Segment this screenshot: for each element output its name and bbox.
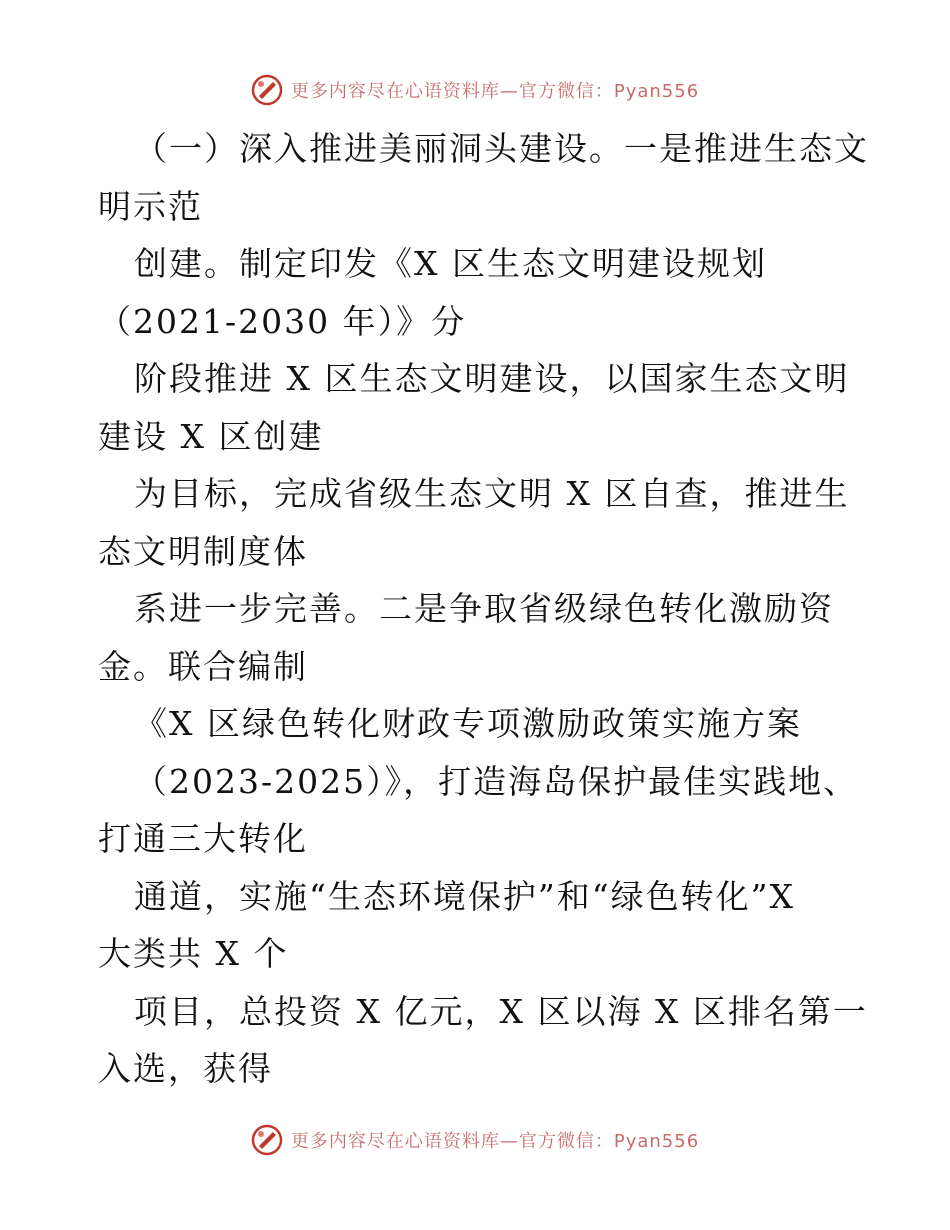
text-line: 通道，实施“生态环境保护”和“绿色转化”X: [134, 876, 795, 916]
footer-watermark: [0, 1120, 950, 1160]
text-line: 阶段推进 X 区生态文明建设，以国家生态文明: [134, 359, 850, 398]
text-line: 态文明制度体: [98, 531, 308, 571]
text-line: （2021-2030 年）》分: [98, 301, 467, 341]
text-line: （一）深入推进美丽洞头建设。一是推进生态文: [134, 129, 869, 168]
text-line: 《X 区绿色转化财政专项激励政策实施方案: [134, 704, 802, 743]
document-body: [98, 120, 869, 1098]
text-line: 金。联合编制: [98, 646, 308, 686]
header-watermark-text: 更多内容尽在心语资料库—官方微信：Pyan556: [290, 81, 700, 102]
text-line: 项目，总投资 X 亿元，X 区以海 X 区排名第一: [134, 991, 868, 1031]
footer-watermark-text: 更多内容尽在心语资料库—官方微信：Pyan556: [290, 1131, 700, 1152]
text-line: 创建。制定印发《X 区生态文明建设规划: [134, 244, 767, 283]
text-line: 为目标，完成省级生态文明 X 区自查，推进生: [134, 474, 850, 513]
header-watermark: [0, 70, 950, 110]
text-line: 系进一步完善。二是争取省级绿色转化激励资: [134, 589, 834, 628]
text-line: 建设 X 区创建: [98, 416, 324, 456]
text-line: 入选，获得: [98, 1049, 273, 1088]
text-line: 大类共 X 个: [98, 934, 289, 973]
brand-logo-icon: [251, 1124, 283, 1156]
text-line: 打通三大转化: [98, 819, 308, 858]
text-line: 明示范: [98, 186, 203, 226]
brand-logo-icon: [251, 74, 283, 106]
text-line: （2023-2025）》，打造海岛保护最佳实践地、: [134, 761, 859, 801]
